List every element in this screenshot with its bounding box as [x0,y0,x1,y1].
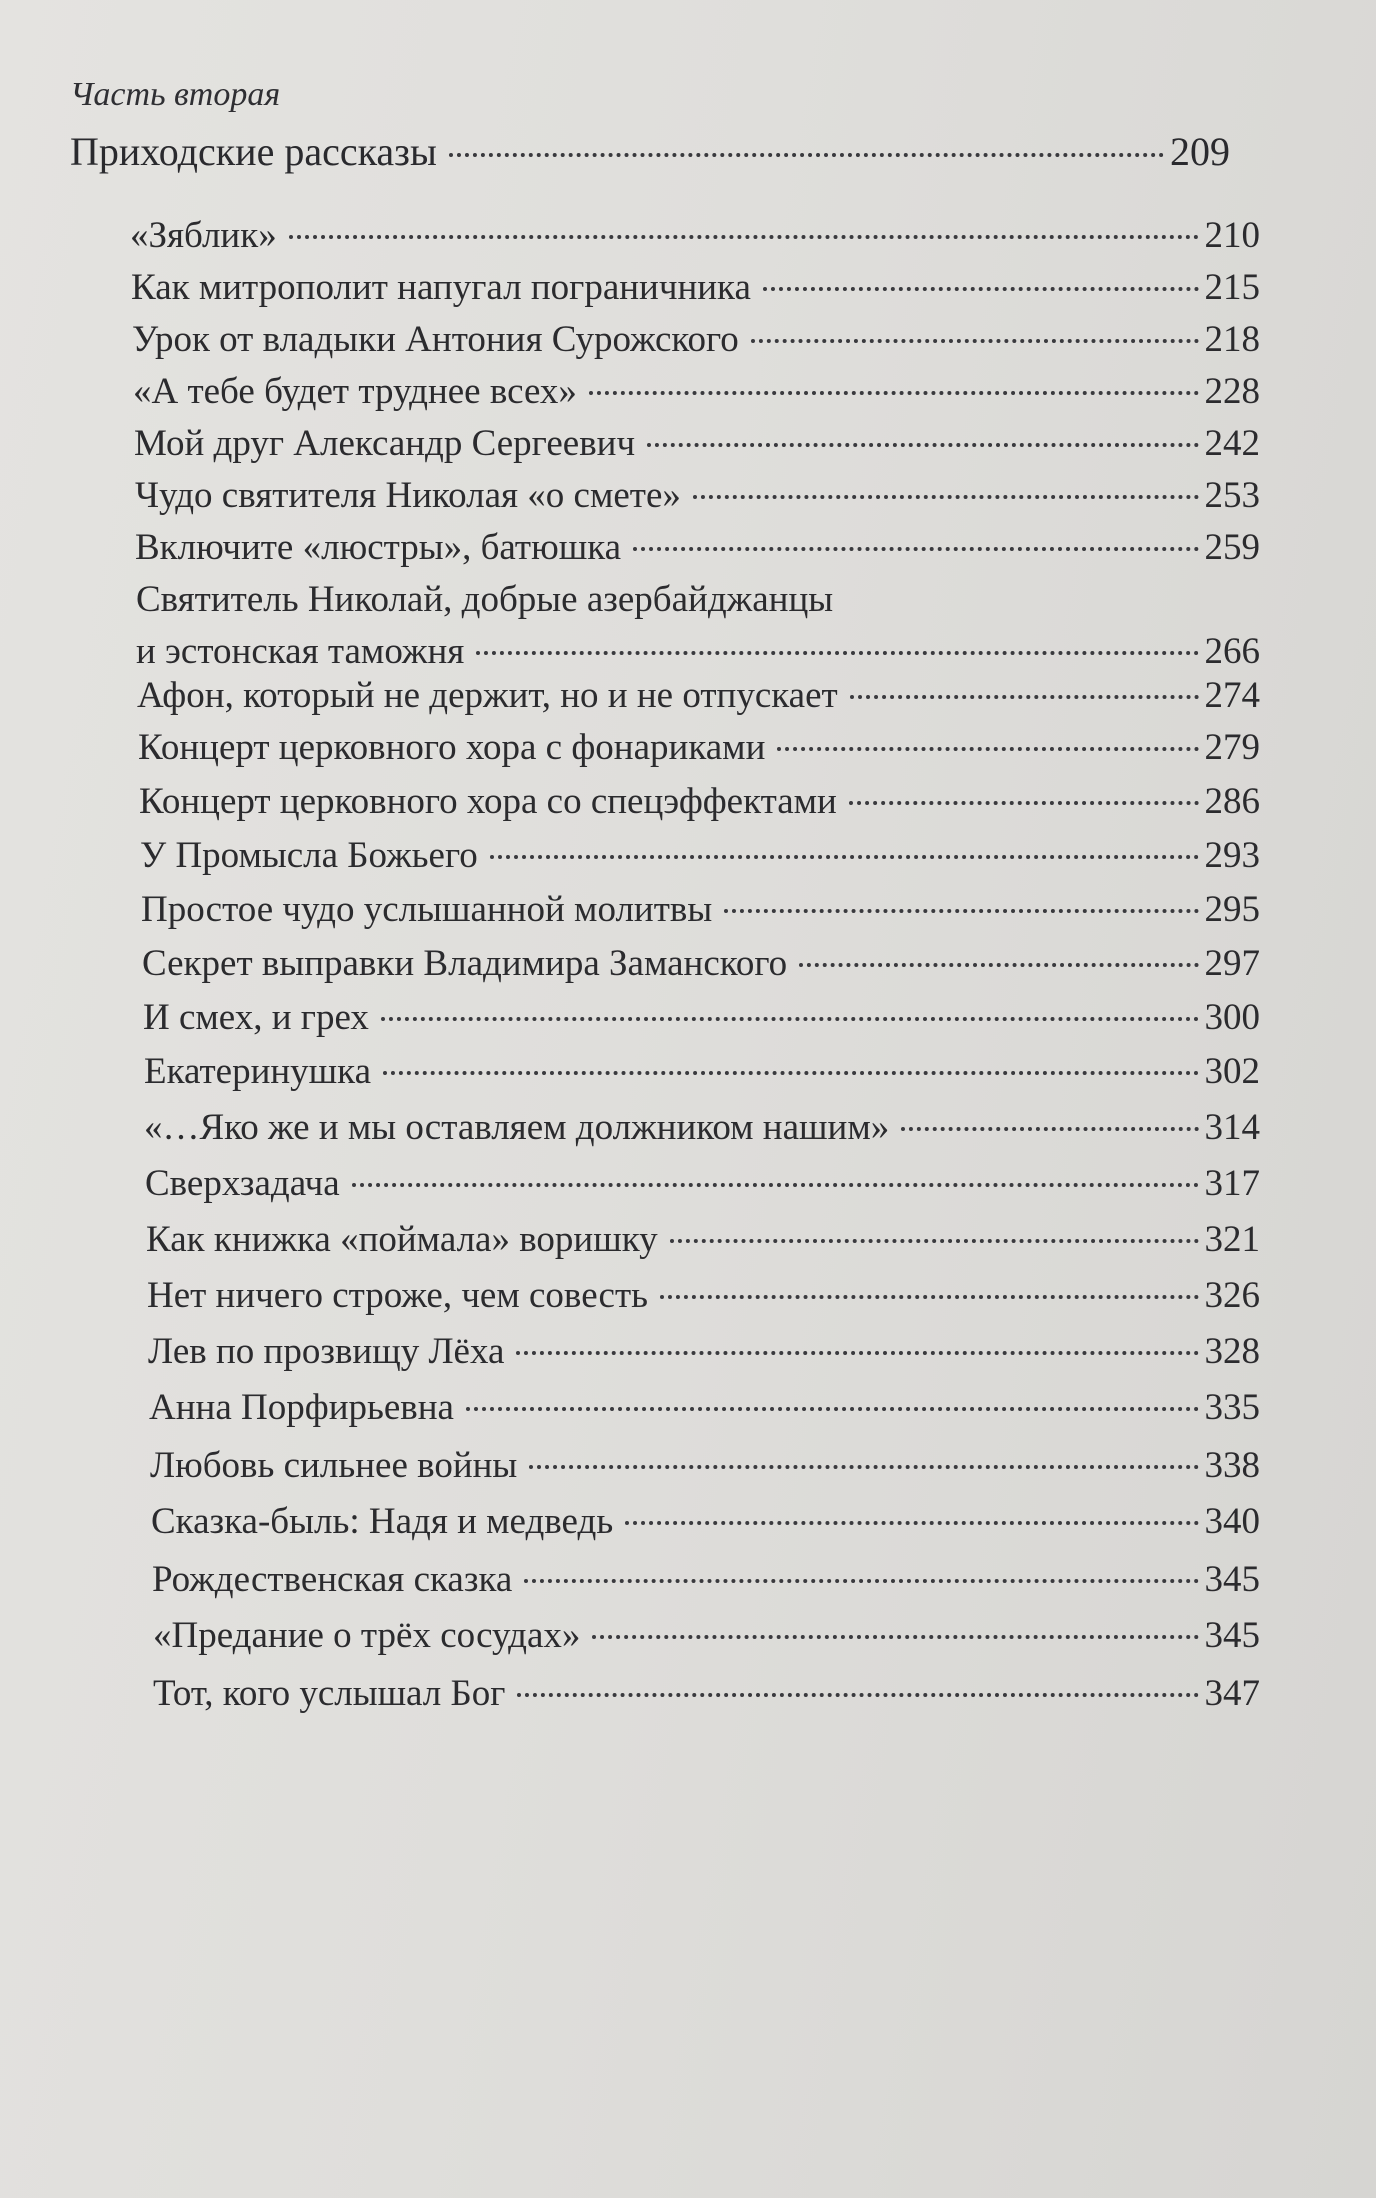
toc-entry [148,1326,1260,1378]
toc-entry-title: Тот, кого услышал Бог [153,1673,506,1714]
dot-leader [660,1295,1199,1299]
toc-entry-row [152,1554,1260,1606]
dot-leader [352,1183,1199,1187]
toc-entry-page-number: 242 [1204,423,1260,464]
toc-entry-title: «Предание о трёх сосудах» [153,1615,581,1656]
toc-entry-title: «…Яко же и мы оставляем должником нашим» [144,1107,890,1148]
toc-entry-page-number: 338 [1204,1445,1260,1486]
toc-entry-row [149,1382,1260,1434]
toc-entry-page-number: 317 [1204,1163,1260,1204]
toc-entry-title: Афон, который не держит, но и не отпускает [137,675,838,716]
toc-entry [152,1554,1260,1606]
toc-entry-page-number: 302 [1204,1051,1260,1092]
toc-entry-title: Концерт церковного хора со спецэффектами [139,781,837,822]
dot-leader [449,153,1164,157]
toc-entry-title: Чудо святителя Николая «о смете» [135,475,681,516]
toc-entry-title: Мой друг Александр Сергеевич [134,423,636,464]
toc-entry-row [148,1326,1260,1378]
toc-entry-title: Как митрополит напугал пограничника [131,267,751,308]
toc-entry-title: Екатеринушка [144,1051,372,1092]
dot-leader [751,339,1199,343]
dot-leader [670,1239,1199,1243]
toc-entry [136,574,1260,678]
toc-entry [142,938,1260,990]
toc-entry-row [151,1496,1260,1548]
dot-leader [592,1635,1198,1639]
dot-leader [901,1127,1198,1131]
toc-entry-title: Рождественская сказка [152,1559,513,1600]
toc-entry [145,1158,1260,1210]
dot-leader [724,909,1198,913]
toc-entry-row [153,1610,1260,1662]
toc-entry-title: У Промысла Божьего [140,835,478,876]
part-label: Часть вторая [70,76,281,113]
toc-entry-page-number: 228 [1204,371,1260,412]
toc-entry-row [131,262,1260,314]
toc-entry-row [144,1046,1260,1098]
toc-entry-page-number: 210 [1204,215,1260,256]
toc-entry-title: Любовь сильнее войны [150,1445,518,1486]
toc-entry-row [147,1270,1260,1322]
toc-entry-title-continued: и эстонская таможня [136,631,465,672]
toc-entry [135,470,1260,522]
toc-entry-page-number: 326 [1204,1275,1260,1316]
dot-leader [289,235,1199,239]
toc-entry-title: Святитель Николай, добрые азербайджанцы [136,579,834,620]
dot-leader [466,1407,1199,1411]
toc-entry [153,1610,1260,1662]
toc-entry-row [130,210,1260,262]
section-page-number: 209 [1170,129,1230,174]
dot-leader [625,1521,1198,1525]
toc-entry-row [150,1440,1260,1492]
dot-leader [381,1017,1199,1021]
toc-entry-page-number: 314 [1204,1107,1260,1148]
dot-leader [763,287,1199,291]
dot-leader [589,391,1199,395]
toc-entry-title: Урок от владыки Антония Сурожского [132,319,739,360]
toc-entry-row [135,522,1260,574]
toc-entry [130,210,1260,262]
toc-entry-page-number: 253 [1204,475,1260,516]
toc-entry-page-number: 345 [1204,1559,1260,1600]
toc-entry-title: Сказка-быль: Надя и медведь [151,1501,614,1542]
dot-leader [647,443,1198,447]
toc-entry-title: «Зяблик» [130,215,277,256]
toc-entry-title: «А тебе будет труднее всех» [133,371,577,412]
toc-entry-title: Анна Порфирьевна [149,1387,454,1428]
toc-entry-page-number: 286 [1204,781,1260,822]
toc-entry-page-number: 293 [1204,835,1260,876]
toc-entry [138,722,1260,774]
toc-entry [144,1046,1260,1098]
toc-entry-page-number: 218 [1204,319,1260,360]
dot-leader [476,651,1198,655]
dot-leader [524,1579,1198,1583]
toc-entry [153,1668,1260,1720]
toc-entry [134,418,1260,470]
toc-entry-page-number: 266 [1204,631,1260,672]
toc-entry-row [145,1158,1260,1210]
toc-entry [147,1270,1260,1322]
toc-entry-title: И смех, и грех [143,997,369,1038]
toc-entry-page-number: 335 [1204,1387,1260,1428]
toc-entry [150,1440,1260,1492]
dot-leader [850,695,1199,699]
toc-entry-row [153,1668,1260,1720]
toc-entry-title: Как книжка «поймала» воришку [146,1219,658,1260]
toc-entry-page-number: 340 [1204,1501,1260,1542]
dot-leader [383,1071,1198,1075]
toc-entry-page-number: 279 [1204,727,1260,768]
toc-entry-row [138,722,1260,774]
toc-entry-row [134,418,1260,470]
dot-leader [529,1465,1198,1469]
toc-entry-row [135,470,1260,522]
toc-entry [143,992,1260,1044]
toc-entry-row [141,884,1260,936]
toc-entry-page-number: 259 [1204,527,1260,568]
toc-entry [144,1102,1260,1154]
toc-entry [132,314,1260,366]
toc-entry [133,366,1260,418]
toc-entry-page-number: 345 [1204,1615,1260,1656]
toc-entry-title: Простое чудо услышанной молитвы [141,889,713,930]
dot-leader [693,495,1199,499]
section-title: Приходские рассказы [70,129,437,174]
dot-leader [777,747,1198,751]
toc-entry-row [144,1102,1260,1154]
toc-entry [151,1496,1260,1548]
toc-entry [135,522,1260,574]
toc-entry-page-number: 347 [1204,1673,1260,1714]
toc-entry-title: Концерт церковного хора с фонариками [138,727,766,768]
toc-entry-title: Нет ничего строже, чем совесть [147,1275,648,1316]
toc-entry [140,830,1260,882]
toc-entry-row [132,314,1260,366]
section-heading [70,128,1230,175]
toc-entry-row [142,938,1260,990]
toc-entry-title: Секрет выправки Владимира Заманского [142,943,788,984]
toc-entry-title: Лев по прозвищу Лёха [148,1331,505,1372]
toc-entry-page-number: 295 [1204,889,1260,930]
toc-entry-row [143,992,1260,1044]
dot-leader [516,1351,1198,1355]
toc-entry [149,1382,1260,1434]
toc-entry-row [140,830,1260,882]
toc-entry-page-number: 215 [1204,267,1260,308]
toc-entry-page-number: 297 [1204,943,1260,984]
dot-leader [849,801,1199,805]
dot-leader [633,547,1198,551]
toc-entry-row [133,366,1260,418]
toc-entry-row [137,670,1260,722]
toc-entry [139,776,1260,828]
toc-entry-page-number: 321 [1204,1219,1260,1260]
toc-entry-page-number: 274 [1204,675,1260,716]
toc-entry [146,1214,1260,1266]
toc-entry-title: Сверхзадача [145,1163,340,1204]
toc-entry-title: Включите «люстры», батюшка [135,527,622,568]
toc-entry [137,670,1260,722]
toc-entry [131,262,1260,314]
toc-entry-row [139,776,1260,828]
toc-entry [141,884,1260,936]
toc-entry-page-number: 300 [1204,997,1260,1038]
dot-leader [517,1693,1198,1697]
dot-leader [490,855,1199,859]
toc-entry-page-number: 328 [1204,1331,1260,1372]
dot-leader [799,963,1198,967]
toc-entry-row [146,1214,1260,1266]
